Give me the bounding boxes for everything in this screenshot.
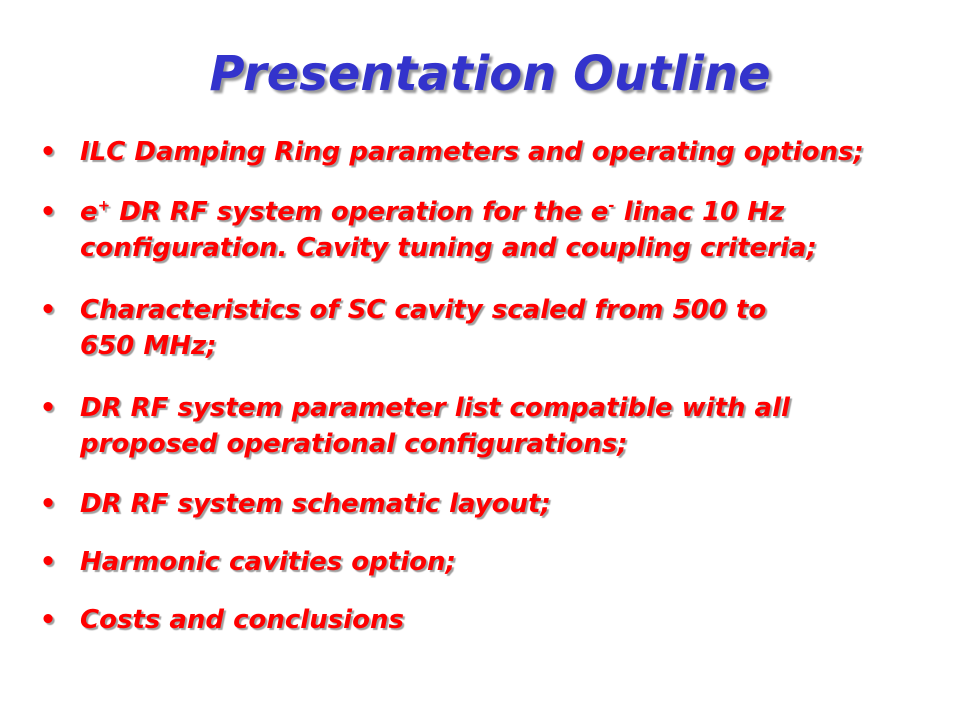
bullet-dot-icon: • bbox=[39, 393, 57, 423]
outline-item-text-end: linac 10 Hz bbox=[614, 197, 785, 227]
outline-item-parameter-list bbox=[36, 390, 936, 462]
outline-item-sc-cavity bbox=[36, 292, 936, 364]
outline-item-schematic-layout bbox=[36, 486, 936, 522]
outline-item-text: DR RF system schematic layout; bbox=[80, 489, 551, 519]
outline-item-text-line1: Characteristics of SC cavity scaled from 500 to bbox=[80, 295, 767, 325]
outline-item-text: Harmonic cavities option; bbox=[80, 547, 456, 577]
bullet-dot-icon: • bbox=[39, 547, 57, 577]
outline-item-dr-parameters bbox=[36, 134, 936, 170]
outline-list bbox=[36, 134, 936, 638]
outline-item-text-line2: configuration. Cavity tuning and coupling criteria; bbox=[80, 233, 817, 263]
outline-item-text-line1: DR RF system parameter list compatible with all bbox=[80, 393, 790, 423]
bullet-dot-icon: • bbox=[39, 137, 57, 167]
slide-title: Presentation Outline bbox=[209, 46, 771, 102]
positron-charge: + bbox=[97, 196, 111, 215]
bullet-dot-icon: • bbox=[39, 295, 57, 325]
outline-item-text-line1 bbox=[80, 194, 936, 230]
positron-label: e bbox=[80, 197, 98, 227]
outline-item-rf-operation bbox=[36, 194, 936, 266]
outline-item-text-line2: proposed operational configurations; bbox=[80, 429, 628, 459]
outline-item-harmonic-cavities bbox=[36, 544, 936, 580]
bullet-dot-icon: • bbox=[39, 197, 57, 227]
outline-item-text: Costs and conclusions bbox=[80, 605, 404, 635]
bullet-dot-icon: • bbox=[39, 605, 57, 635]
outline-item-text: ILC Damping Ring parameters and operating options; bbox=[80, 137, 864, 167]
outline-item-text-mid: DR RF system operation for the e bbox=[110, 197, 609, 227]
outline-item-text-line2: 650 MHz; bbox=[80, 331, 217, 361]
bullet-dot-icon: • bbox=[39, 489, 57, 519]
electron-charge: - bbox=[608, 196, 615, 215]
outline-item-costs-conclusions bbox=[36, 602, 936, 638]
